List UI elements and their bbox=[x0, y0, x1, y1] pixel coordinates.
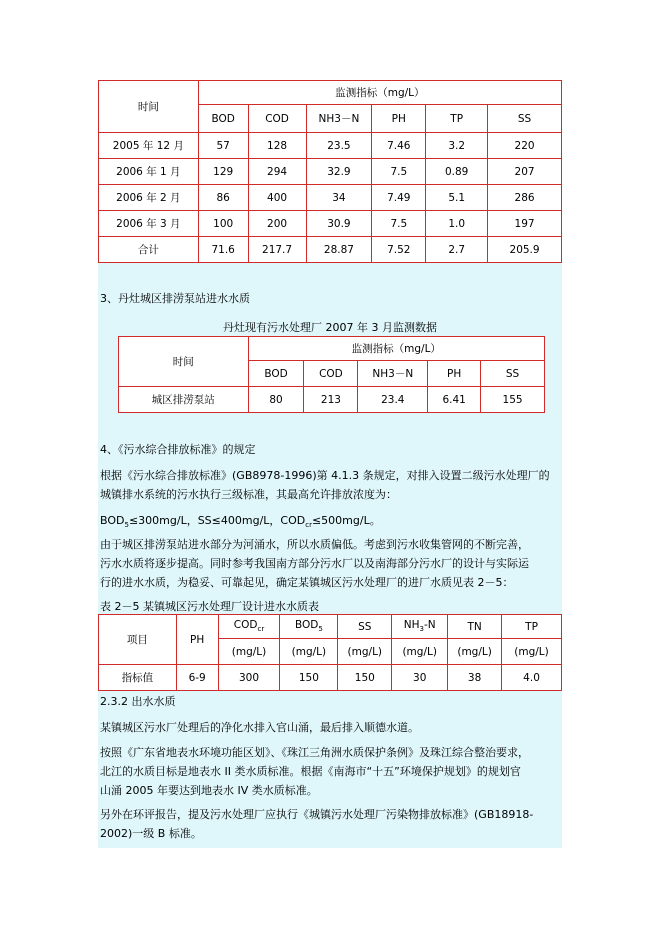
paragraph-discharge: 某镇城区污水厂处理后的净化水排入官山涌，最后排入顺德水道。 bbox=[100, 721, 419, 734]
paragraph-line: 城镇排水系统的污水执行三级标准，其最高允许排放浓度为： bbox=[100, 488, 397, 501]
paragraph-line: 山涌 2005 年要达到地表水 IV 类水质标准。 bbox=[100, 784, 318, 797]
cell: 197 bbox=[488, 211, 562, 237]
cod-subscript: cr bbox=[305, 521, 312, 530]
cell: 34 bbox=[306, 185, 372, 211]
paragraph-line: 另外在环评报告，提及污水处理厂应执行《城镇污水处理厂污染物排放标准》(GB18918- bbox=[100, 808, 534, 821]
cell: 57 bbox=[198, 133, 248, 159]
indicator-group-header: 监测指标（mg/L） bbox=[248, 337, 544, 361]
bod-header: $BOD_5$ bbox=[280, 615, 338, 639]
cell: 6-9 bbox=[176, 665, 218, 691]
monitoring-table-1 bbox=[98, 80, 562, 263]
cell: 32.9 bbox=[306, 159, 372, 185]
col-header: NH3－N bbox=[358, 361, 428, 387]
col-header: COD bbox=[304, 361, 358, 387]
paragraph-line: 根据《污水综合排放标准》(GB8978-1996)第 4.1.3 条规定，对排入设置二级污水处理厂的 bbox=[100, 469, 550, 482]
cell: 150 bbox=[280, 665, 338, 691]
cell: 207 bbox=[488, 159, 562, 185]
cell: 213 bbox=[304, 387, 358, 413]
unit-label: (mg/L) bbox=[448, 639, 502, 665]
ph-header: PH bbox=[176, 615, 218, 665]
row-label: 指标值 bbox=[99, 665, 177, 691]
cell: 7.49 bbox=[372, 185, 426, 211]
row-label: 2005 年 12 月 bbox=[99, 133, 199, 159]
design-influent-table bbox=[98, 614, 562, 691]
section-4-heading: 4、《污水综合排放标准》的规定 bbox=[100, 443, 256, 456]
cell: 23.4 bbox=[358, 387, 428, 413]
sub-heading-effluent: 2.3.2 出水水质 bbox=[100, 695, 176, 708]
col-header: BOD bbox=[198, 105, 248, 133]
cell: 100 bbox=[198, 211, 248, 237]
bod-label: BOD bbox=[100, 514, 125, 527]
limits-line bbox=[100, 511, 560, 535]
cell: 6.41 bbox=[428, 387, 481, 413]
cell: 30.9 bbox=[306, 211, 372, 237]
paragraph-line: 按照《广东省地表水环境功能区划》、《珠江三角洲水质保护条例》及珠江综合整治要求， bbox=[100, 746, 529, 759]
bod-subscript: 5 bbox=[124, 521, 129, 530]
col-header: SS bbox=[488, 105, 562, 133]
cell: 1.0 bbox=[426, 211, 488, 237]
row-label: 城区排涝泵站 bbox=[119, 387, 249, 413]
cell: 28.87 bbox=[306, 237, 372, 263]
unit-label: (mg/L) bbox=[280, 639, 338, 665]
unit-label: (mg/L) bbox=[338, 639, 392, 665]
row-label: 合计 bbox=[99, 237, 199, 263]
indicator-group-header: 监测指标（mg/L） bbox=[198, 81, 561, 105]
tn-header: TN bbox=[448, 615, 502, 639]
paragraph-line: 2002)一级 B 标准。 bbox=[100, 827, 202, 840]
table-row bbox=[119, 387, 545, 413]
row-label: 2006 年 1 月 bbox=[99, 159, 199, 185]
cell: 7.5 bbox=[372, 211, 426, 237]
monitoring-table-2 bbox=[118, 336, 545, 413]
col-header: PH bbox=[372, 105, 426, 133]
cell: 71.6 bbox=[198, 237, 248, 263]
cell: 2.7 bbox=[426, 237, 488, 263]
cell: 128 bbox=[248, 133, 306, 159]
item-header: 项目 bbox=[99, 615, 177, 665]
row-label: 2006 年 3 月 bbox=[99, 211, 199, 237]
cell: 7.46 bbox=[372, 133, 426, 159]
time-header: 时间 bbox=[119, 337, 249, 387]
table-row bbox=[99, 211, 562, 237]
cell: 129 bbox=[198, 159, 248, 185]
cell: 4.0 bbox=[502, 665, 562, 691]
paragraph-line: 由于城区排涝泵站进水部分为河涌水，所以水质偏低。考虑到污水收集管网的不断完善， bbox=[100, 538, 529, 551]
col-header: SS bbox=[481, 361, 545, 387]
paragraph-eia bbox=[100, 805, 560, 843]
col-header: BOD bbox=[248, 361, 304, 387]
cell: 205.9 bbox=[488, 237, 562, 263]
paragraph-influent bbox=[100, 535, 560, 592]
cell: 155 bbox=[481, 387, 545, 413]
cod-header: $COD_{cr}$ bbox=[218, 615, 280, 639]
paragraph-standard bbox=[100, 466, 560, 504]
cell: 80 bbox=[248, 387, 304, 413]
col-header: NH3－N bbox=[306, 105, 372, 133]
table-3-title: 表 2－5 某镇城区污水处理厂设计进水水质表 bbox=[100, 600, 319, 613]
table-row bbox=[99, 237, 562, 263]
limits-text: ≤300mg/L，SS≤400mg/L，COD bbox=[128, 514, 306, 527]
cell: 300 bbox=[218, 665, 280, 691]
paragraph-line: 污水水质将逐步提高。同时参考我国南方部分污水厂以及南海部分污水厂的设计与实际运 bbox=[100, 557, 529, 570]
unit-label: (mg/L) bbox=[218, 639, 280, 665]
cell: 0.89 bbox=[426, 159, 488, 185]
table-2-caption: 丹灶现有污水处理厂 2007 年 3 月监测数据 bbox=[223, 321, 437, 334]
ss-header: SS bbox=[338, 615, 392, 639]
unit-label: (mg/L) bbox=[502, 639, 562, 665]
cell: 38 bbox=[448, 665, 502, 691]
cell: 7.5 bbox=[372, 159, 426, 185]
table-row bbox=[99, 159, 562, 185]
table-row bbox=[99, 665, 562, 691]
paragraph-line: 北江的水质目标是地表水 II 类水质标准。根据《南海市“十五”环境保护规划》的规划官 bbox=[100, 765, 521, 778]
tp-header: TP bbox=[502, 615, 562, 639]
section-3-heading: 3、丹灶城区排涝泵站进水水质 bbox=[100, 292, 250, 305]
cell: 220 bbox=[488, 133, 562, 159]
cell: 294 bbox=[248, 159, 306, 185]
col-header: COD bbox=[248, 105, 306, 133]
cell: 30 bbox=[392, 665, 448, 691]
row-label: 2006 年 2 月 bbox=[99, 185, 199, 211]
nh3n-header: $NH_3-N$ bbox=[392, 615, 448, 639]
cell: 150 bbox=[338, 665, 392, 691]
paragraph-line: 行的进水水质，为稳妥、可靠起见，确定某镇城区污水处理厂的进厂水质见表 2－5： bbox=[100, 576, 514, 589]
cell: 217.7 bbox=[248, 237, 306, 263]
cell: 400 bbox=[248, 185, 306, 211]
cell: 3.2 bbox=[426, 133, 488, 159]
cell: 286 bbox=[488, 185, 562, 211]
cell: 7.52 bbox=[372, 237, 426, 263]
cell: 200 bbox=[248, 211, 306, 237]
col-header: TP bbox=[426, 105, 488, 133]
cell: 86 bbox=[198, 185, 248, 211]
cod-limit: ≤500mg/L。 bbox=[311, 514, 381, 527]
unit-label: (mg/L) bbox=[392, 639, 448, 665]
cell: 23.5 bbox=[306, 133, 372, 159]
col-header: PH bbox=[428, 361, 481, 387]
table-row bbox=[99, 133, 562, 159]
cell: 5.1 bbox=[426, 185, 488, 211]
paragraph-targets bbox=[100, 743, 560, 800]
time-header: 时间 bbox=[99, 81, 199, 133]
table-row bbox=[99, 185, 562, 211]
